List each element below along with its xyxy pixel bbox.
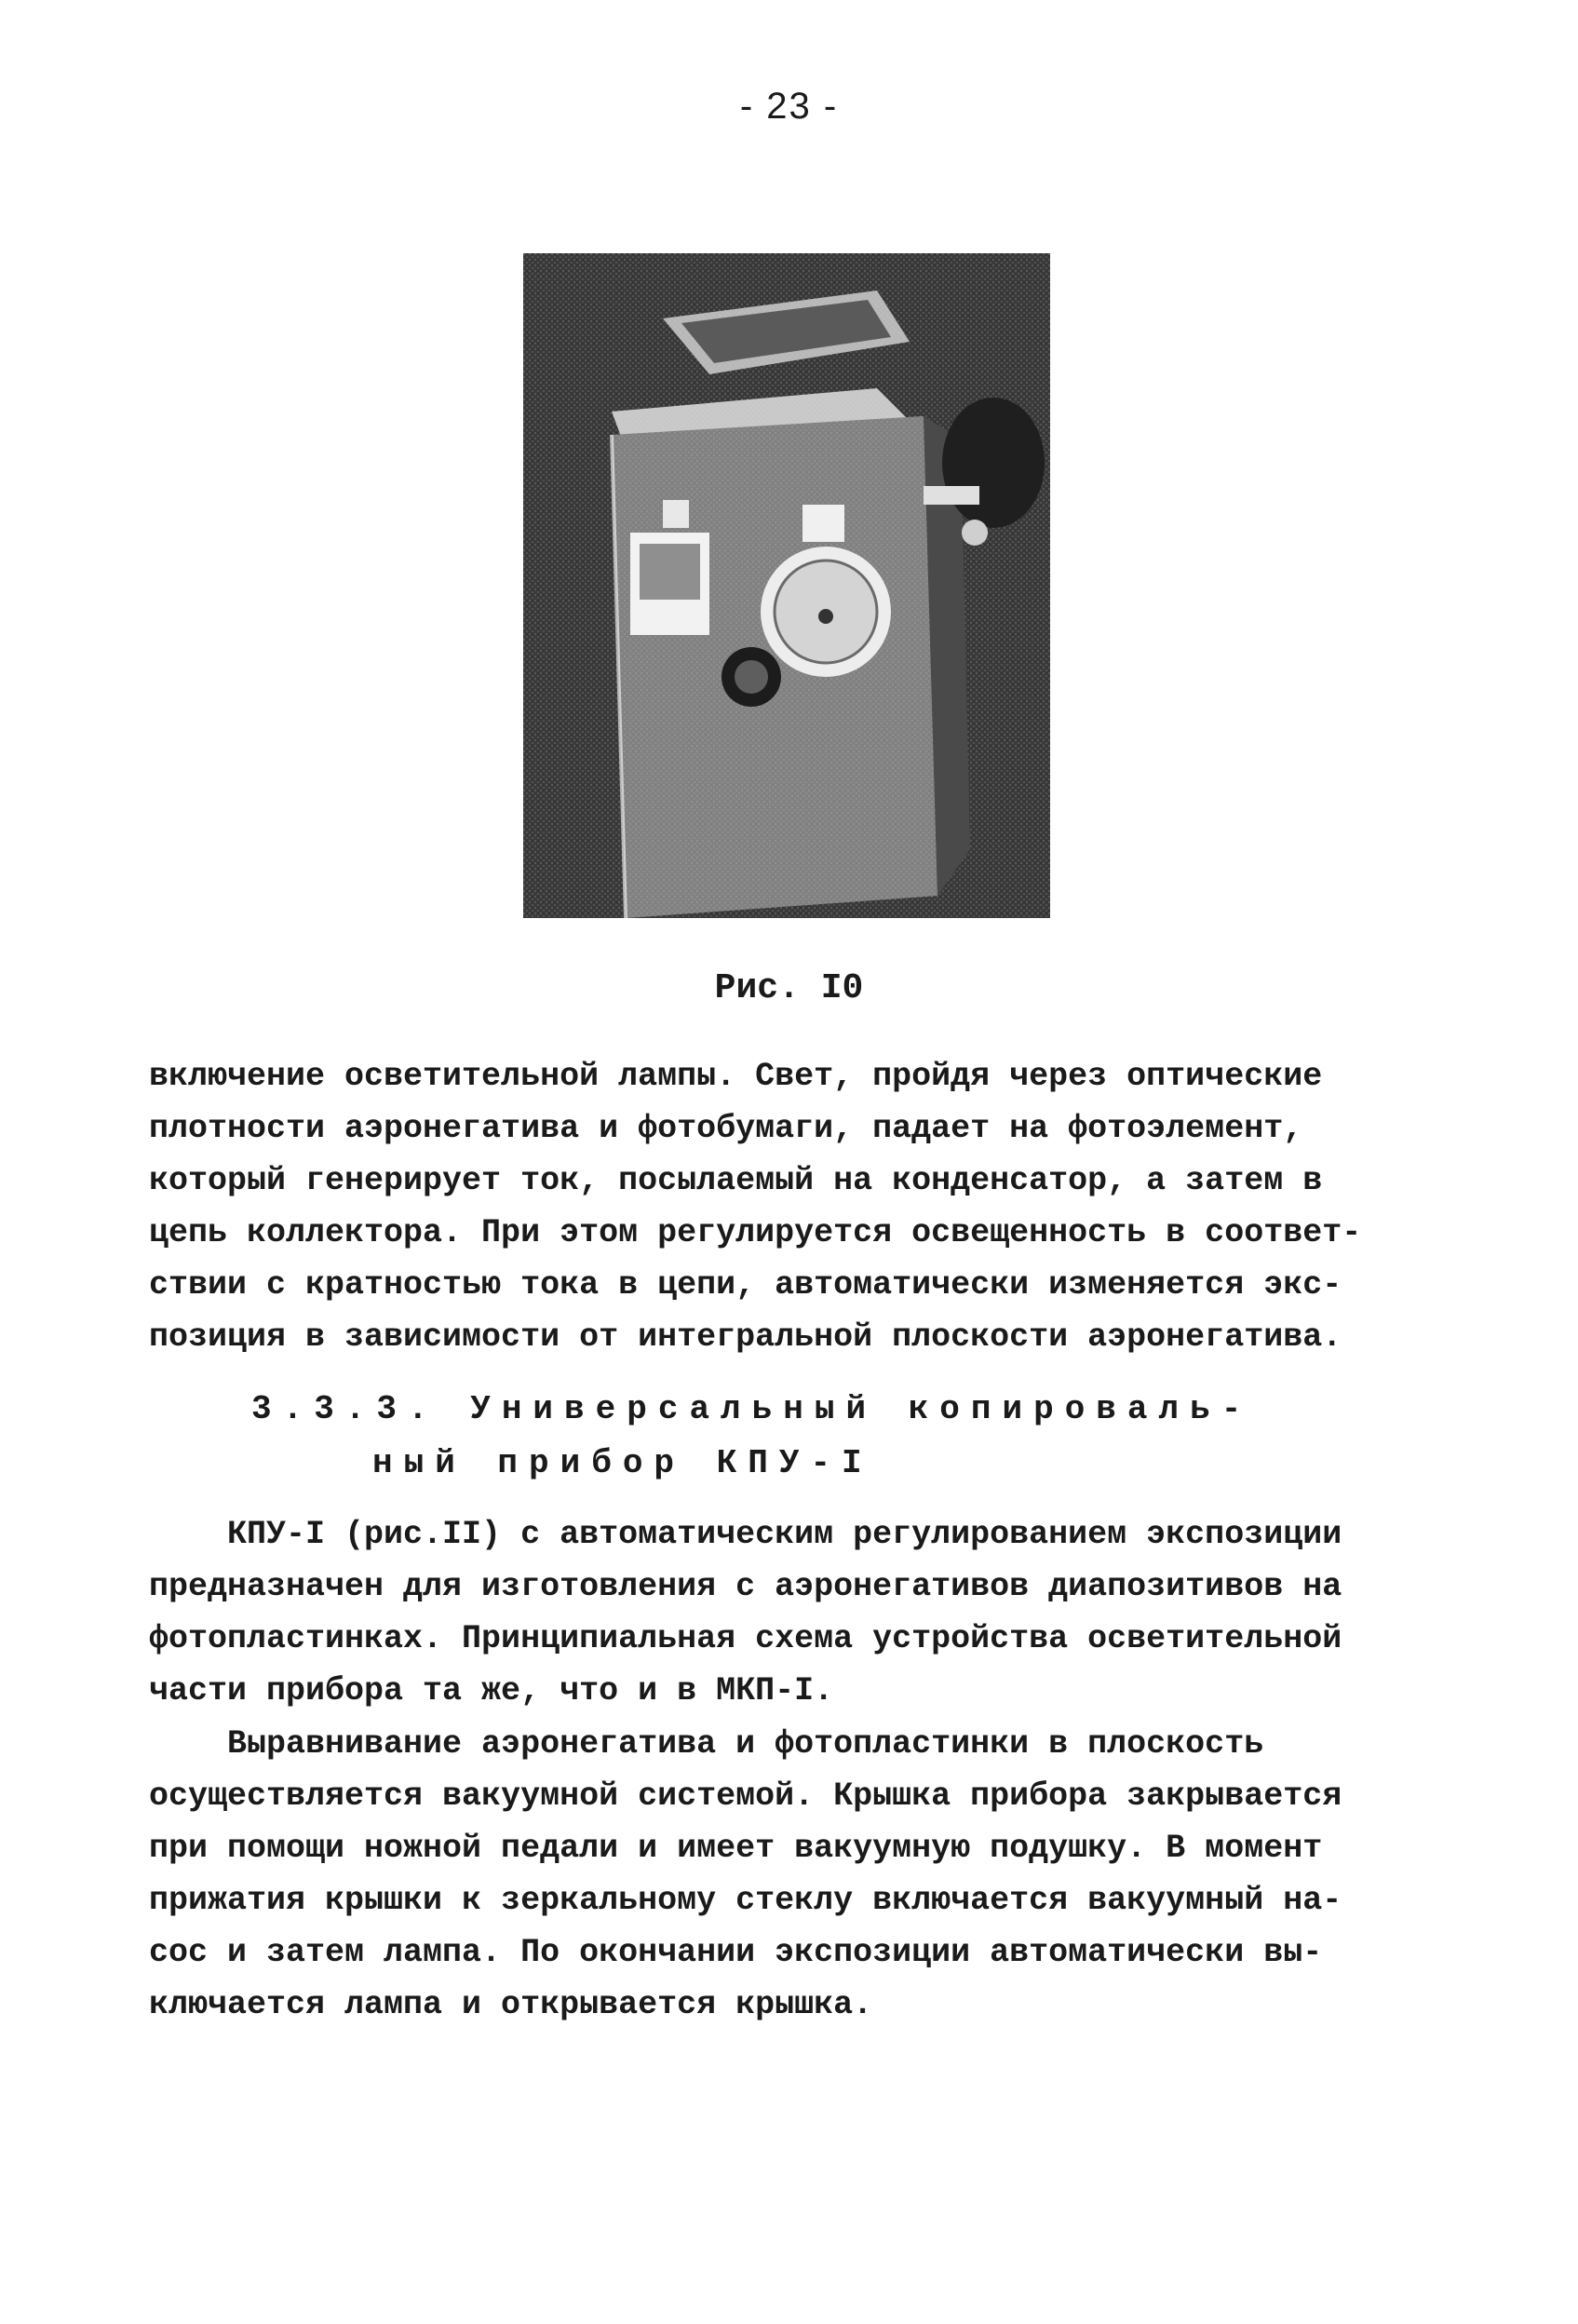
paragraph-2 [149,1508,1452,1717]
paragraph-1-line: позиция в зависимости от интегральной плоскости аэронегатива. [149,1318,1342,1356]
paragraph-3 [149,1718,1452,2031]
paragraph-2-line: КПУ-I (рис.II) с автоматическим регулированием экспозиции [149,1516,1342,1553]
paragraph-2-line: части прибора та же, что и в МКП-I. [149,1672,834,1709]
paragraph-3-line: сос и затем лампа. По окончании экспозиции автоматически вы- [149,1934,1323,1971]
paragraph-3-line: прижатия крышки к зеркальному стеклу включается вакуумный на- [149,1882,1342,1919]
page-number: - 23 - [739,86,839,127]
device-photo [523,253,1050,918]
figure-caption: Рис. I0 [714,968,864,1008]
device-photo-illustration [523,253,1050,918]
paragraph-1-line: который генерирует ток, посылаемый на конденсатор, а затем в [149,1162,1323,1199]
paragraph-1-line: включение осветительной лампы. Свет, пройдя через оптические [149,1058,1323,1095]
paragraph-2-line: предназначен для изготовления с аэронегативов диапозитивов на [149,1568,1342,1605]
paragraph-3-line: при помощи ножной педали и имеет вакуумную подушку. В момент [149,1830,1323,1867]
section-heading-line-2: ный прибор КПУ-I [372,1444,873,1482]
paragraph-3-line: ключается лампа и открывается крышка. [149,1986,873,2023]
section-heading [251,1383,1252,1491]
paragraph-1-line: плотности аэронегатива и фотобумаги, падает на фотоэлемент, [149,1110,1303,1147]
paragraph-2-line: фотопластинках. Принципиальная схема устройства осветительной [149,1620,1342,1657]
paragraph-1-line: цепь коллектора. При этом регулируется освещенность в соответ- [149,1214,1362,1251]
section-heading-line-1: 3.3.3. Универсальный копироваль- [251,1390,1253,1428]
paragraph-3-line: Выравнивание аэронегатива и фотопластинки в плоскость [149,1725,1264,1763]
paragraph-1-line: ствии с кратностью тока в цепи, автоматически изменяется экс- [149,1266,1342,1304]
paragraph-3-line: осуществляется вакуумной системой. Крышка прибора закрывается [149,1777,1342,1815]
paragraph-1 [149,1050,1452,1363]
